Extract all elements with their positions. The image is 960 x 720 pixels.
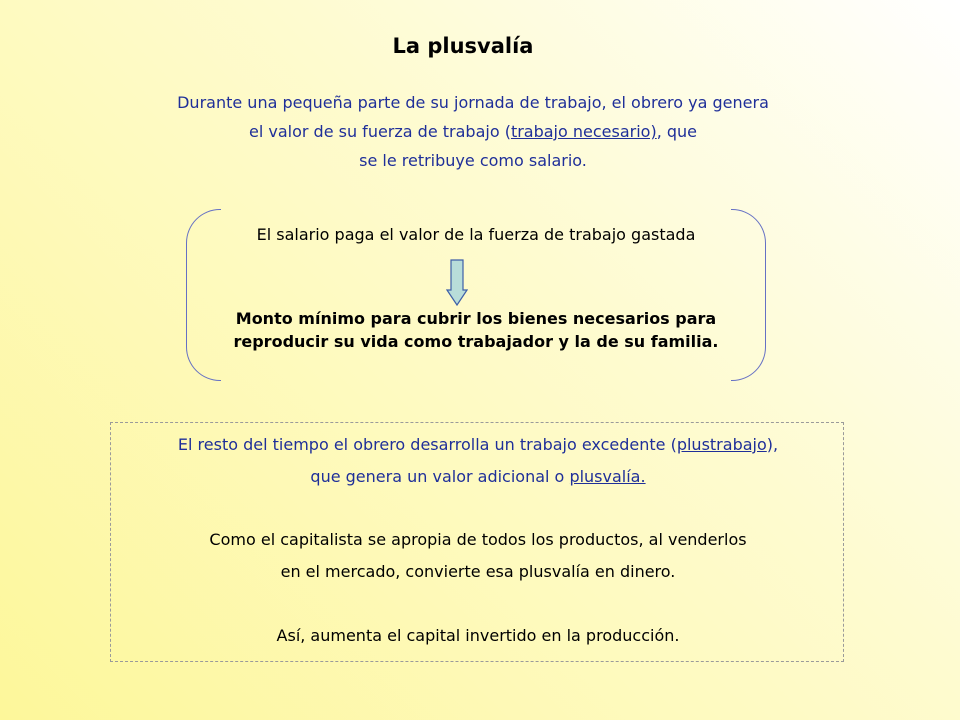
minimum-amount-line-2: reproducir su vida como trabajador y la de su familia. xyxy=(233,332,719,351)
capitalist-line-2: en el mercado, convierte esa plusvalía en dinero. xyxy=(280,562,676,581)
conclusion-line: Así, aumenta el capital invertido en la producción. xyxy=(276,626,680,645)
capitalist-line-1: Como el capitalista se apropia de todos los productos, al venderlos xyxy=(209,530,747,549)
surplus-line-2 xyxy=(111,467,845,486)
surplus-line-1-post: ), xyxy=(766,435,779,454)
intro-line-2-pre: el valor de su fuerza de trabajo ( xyxy=(248,122,511,141)
surplus-line-1-pre: El resto del tiempo el obrero desarrolla un trabajo excedente ( xyxy=(177,435,677,454)
salary-box xyxy=(186,209,766,381)
minimum-amount-text xyxy=(186,307,766,353)
intro-line-3: se le retribuye como salario. xyxy=(359,151,587,170)
surplus-line-1 xyxy=(111,435,845,454)
plustrabajo-term: plustrabajo xyxy=(676,435,767,454)
intro-paragraph xyxy=(0,88,946,175)
minimum-amount-line-1: Monto mínimo para cubrir los bienes necesarios para xyxy=(235,309,717,328)
page-title: La plusvalía xyxy=(392,34,534,58)
salary-statement: El salario paga el valor de la fuerza de trabajo gastada xyxy=(256,225,696,244)
surplus-line-2-pre: que genera un valor adicional o xyxy=(310,467,570,486)
down-arrow-icon xyxy=(446,259,468,307)
intro-line-2-post: , que xyxy=(656,122,698,141)
plusvalia-term: plusvalía. xyxy=(569,467,646,486)
intro-line-2 xyxy=(0,117,946,146)
trabajo-necesario-term: trabajo necesario) xyxy=(510,122,657,141)
intro-line-1: Durante una pequeña parte de su jornada de trabajo, el obrero ya genera xyxy=(177,93,769,112)
surplus-box xyxy=(110,422,844,662)
